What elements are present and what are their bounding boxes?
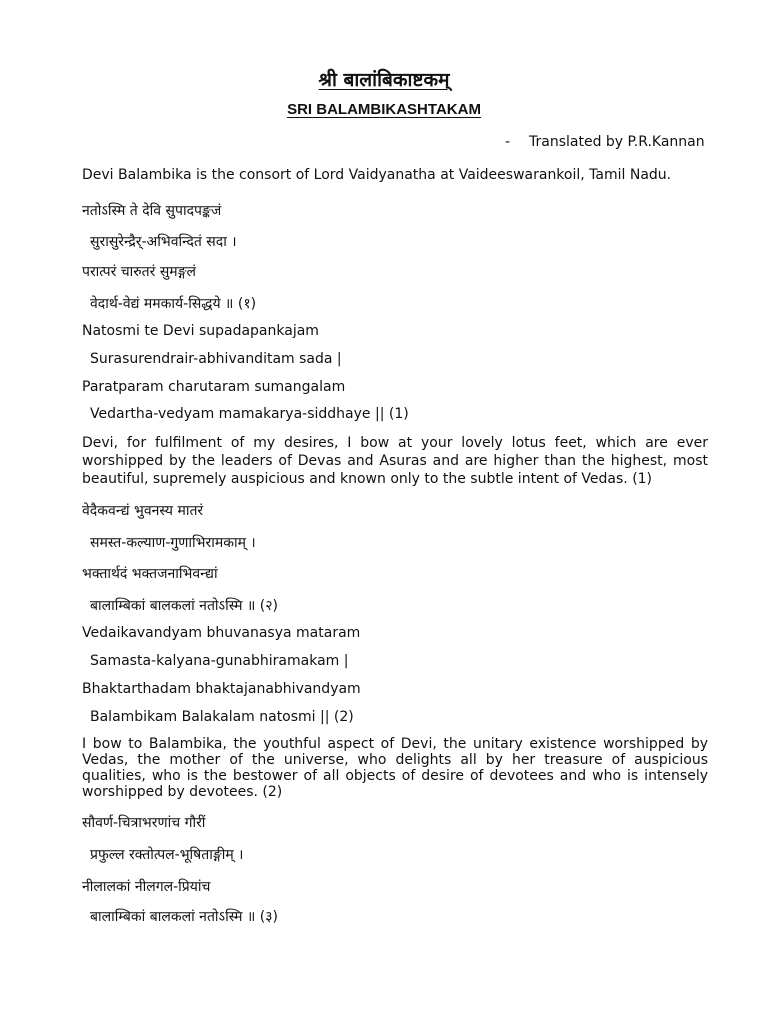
translator-dash: - — [505, 134, 511, 150]
verse-2-translit-line-2: Samasta-kalyana-gunabhiramakam | — [90, 653, 349, 669]
verse-1-sanskrit-line-3: परात्परं चारुतरं सुमङ्गलं — [82, 264, 197, 280]
intro-text: Devi Balambika is the consort of Lord Vaidyanatha at Vaideeswarankoil, Tamil Nadu. — [82, 167, 672, 183]
verse-1-translit-line-4: Vedartha-vedyam mamakarya-siddhaye || (1) — [90, 406, 409, 422]
verse-1-translit-line-2: Surasurendrair-abhivanditam sada | — [90, 351, 342, 367]
verse-2-sanskrit-line-1: वेदैकवन्द्यं भुवनस्य मातरं — [82, 503, 204, 519]
verse-1-sanskrit-line-2: सुरासुरेन्द्रैर्-अभिवन्दितं सदा । — [90, 234, 237, 250]
verse-1-sanskrit-line-4: वेदार्थ-वेद्यं ममकार्य-सिद्धये ॥ (१) — [90, 296, 257, 312]
translator-name: Translated by P.R.Kannan — [529, 134, 705, 150]
verse-3-sanskrit-line-3: नीलालकां नीलगल-प्रियांच — [82, 879, 211, 895]
verse-2-translit-line-3: Bhaktarthadam bhaktajanabhivandyam — [82, 681, 361, 697]
verse-3-sanskrit-line-4: बालाम्बिकां बालकलां नतोऽस्मि ॥ (३) — [90, 909, 279, 925]
title-devanagari: श्री बालांबिकाष्टकम् — [318, 69, 450, 91]
verse-3-sanskrit-line-2: प्रफुल्ल रक्तोत्पल-भूषिताङ्गीम् । — [90, 847, 244, 863]
verse-2-translation: I bow to Balambika, the youthful aspect of Devi, the unitary existence worshipped by Vedas, the mother of the universe, who delights all by her treasure of auspicious qualities, who is the bestower of all objects of desire of devotees and who is intensely worshipped by devotees. (2) — [82, 736, 708, 800]
verse-1-translation: Devi, for fulfilment of my desires, I bow at your lovely lotus feet, which are ever worshipped by the leaders of Devas and Asuras and are higher than the highest, most beautiful, supremely auspicious and known only to the subtle intent of Vedas. (1) — [82, 435, 708, 487]
verse-1-sanskrit-line-1: नतोऽस्मि ते देवि सुपादपङ्कजं — [82, 203, 222, 219]
verse-1-translit-line-3: Paratparam charutaram sumangalam — [82, 379, 346, 395]
verse-3-sanskrit-line-1: सौवर्ण-चित्राभरणांच गौरीं — [82, 815, 206, 831]
translator-credit — [505, 134, 705, 150]
verse-2-sanskrit-line-3: भक्तार्थदं भक्तजनाभिवन्द्यां — [82, 566, 218, 582]
title-english: SRI BALAMBIKASHTAKAM — [287, 101, 481, 118]
verse-1-translit-line-1: Natosmi te Devi supadapankajam — [82, 323, 319, 339]
verse-2-sanskrit-line-4: बालाम्बिकां बालकलां नतोऽस्मि ॥ (२) — [90, 598, 279, 614]
verse-2-translit-line-4: Balambikam Balakalam natosmi || (2) — [90, 709, 354, 725]
verse-2-translit-line-1: Vedaikavandyam bhuvanasya mataram — [82, 625, 361, 641]
verse-2-sanskrit-line-2: समस्त-कल्याण-गुणाभिरामकाम् । — [90, 535, 256, 551]
